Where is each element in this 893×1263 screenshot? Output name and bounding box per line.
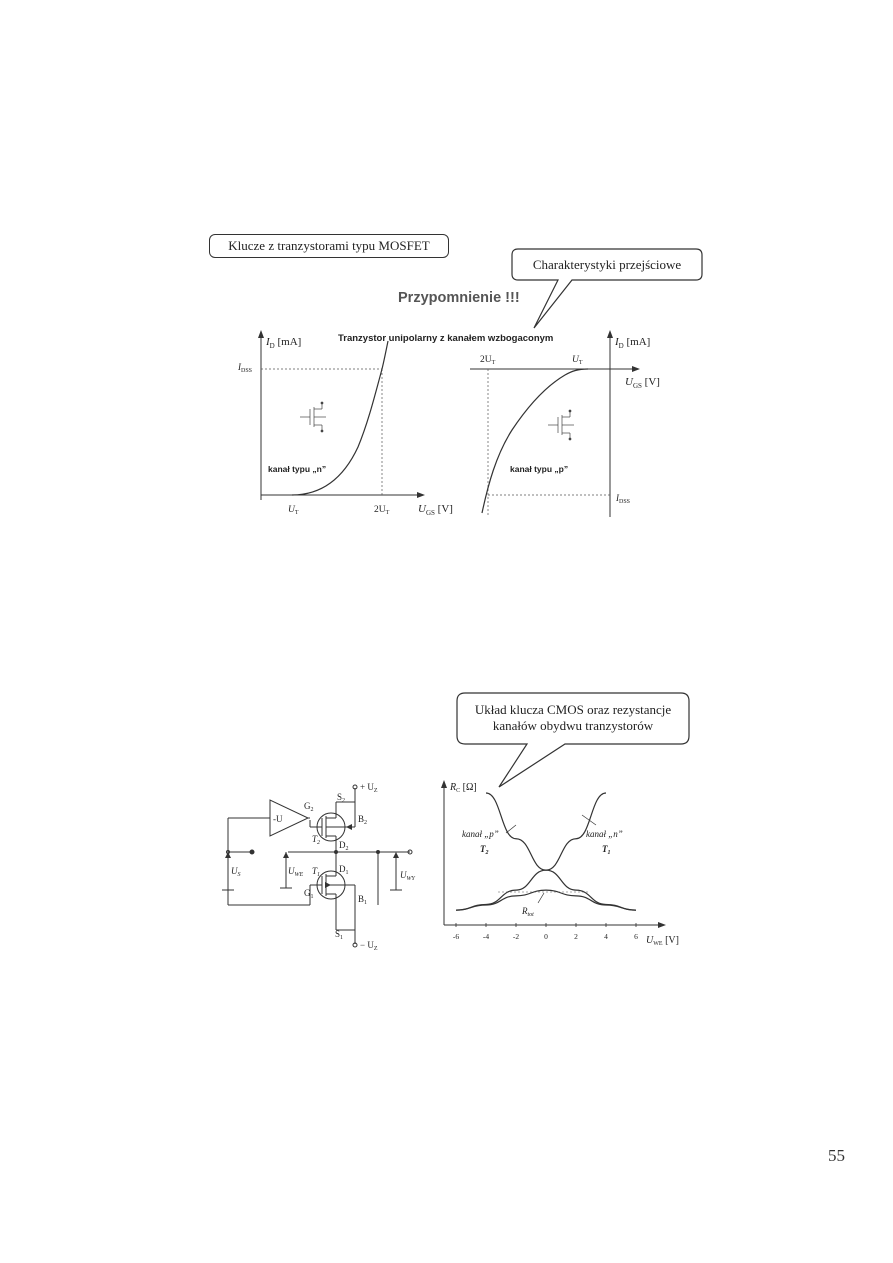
right-idss-label: $I_{DSS}$: [616, 493, 631, 505]
t1-label: $T_1$: [312, 866, 321, 878]
right-ut-label: $U_T$: [572, 355, 583, 366]
left-channel-label: kanał typu „n”: [268, 464, 327, 474]
t2-label: $T_2$: [312, 834, 321, 846]
slide2-callout-line2: kanałów obydwu tranzystorów: [492, 718, 654, 733]
inverter-label: -U: [273, 814, 283, 824]
g1-label: $G_1$: [304, 888, 314, 900]
left-x-label: $U_{GS}$ [V]: [418, 503, 453, 517]
b1-label: $B_1$: [358, 894, 368, 906]
x-tick-label: 0: [544, 932, 548, 941]
slide1-title-box: [209, 234, 449, 258]
left-2ut-label: $2U_T$: [374, 505, 390, 516]
nmos-symbol-icon: [300, 402, 326, 432]
x-tick-label: 2: [574, 932, 578, 941]
slide1-title: Klucze z tranzystorami typu MOSFET: [228, 238, 430, 253]
slide1-callout-text: Charakterystyki przejściowe: [532, 257, 682, 272]
left-y-label: $I_D$ [mA]: [266, 336, 302, 350]
label-t2: $T_2$: [480, 844, 489, 856]
channel-resistance-chart: [436, 775, 696, 957]
page-number: 55: [828, 1146, 845, 1165]
label-n-channel: kanał „n”: [586, 829, 623, 839]
right-x-label: $U_{GS}$ [V]: [625, 376, 660, 390]
label-p-channel: kanał „p”: [462, 829, 499, 839]
uz-plus-label: + $U_Z$: [360, 782, 378, 794]
s1-label: $S_1$: [335, 929, 344, 941]
right-y-label: $I_D$ [mA]: [615, 336, 651, 350]
x-tick-label: 6: [634, 932, 638, 941]
slide1-reminder: Przypomnienie !!!: [398, 290, 520, 306]
g2-label: $G_2$: [304, 801, 314, 813]
left-chart: [237, 330, 453, 517]
right-2ut-label: $2U_T$: [480, 355, 496, 366]
x-tick-label: 4: [604, 932, 608, 941]
x-tick-label: -6: [452, 932, 460, 941]
right-chart-curve: [482, 369, 588, 513]
d1-label: $D_1$: [339, 864, 349, 876]
x-tick-label: -4: [482, 932, 490, 941]
rc-y-label: $R_C$ [Ω]: [450, 782, 477, 794]
left-idss-label: $I_{DSS}$: [238, 362, 253, 374]
uwe-label: $U_{WE}$: [288, 866, 304, 878]
left-ut-label: $U_T$: [288, 505, 299, 516]
uz-minus-label: − $U_Z$: [360, 940, 378, 952]
pmos-symbol-icon: [548, 410, 574, 440]
s2-label: $S_2$: [337, 792, 346, 804]
d2-label: $D_2$: [339, 840, 349, 852]
label-rtot: $R_{tot}$: [522, 906, 534, 918]
rc-x-label: $U_{WE}$ [V]: [646, 935, 679, 947]
uwy-label: $U_{WY}$: [400, 870, 415, 882]
slide2-callout-line1: Układ klucza CMOS oraz rezystancje: [474, 702, 672, 717]
series-rtot-line: [456, 890, 636, 910]
b2-label: $B_2$: [358, 814, 368, 826]
x-tick-label: -2: [512, 932, 520, 941]
slide1-transfer-characteristics: [230, 325, 680, 520]
right-channel-label: kanał typu „p”: [510, 464, 569, 474]
cmos-switch-circuit: [218, 780, 430, 955]
chart-title: Tranzystor unipolarny z kanałem wzbogaconym: [338, 333, 554, 344]
right-chart: [470, 330, 660, 517]
label-t1: $T_1$: [602, 844, 611, 856]
us-label: $U_S$: [231, 866, 241, 878]
